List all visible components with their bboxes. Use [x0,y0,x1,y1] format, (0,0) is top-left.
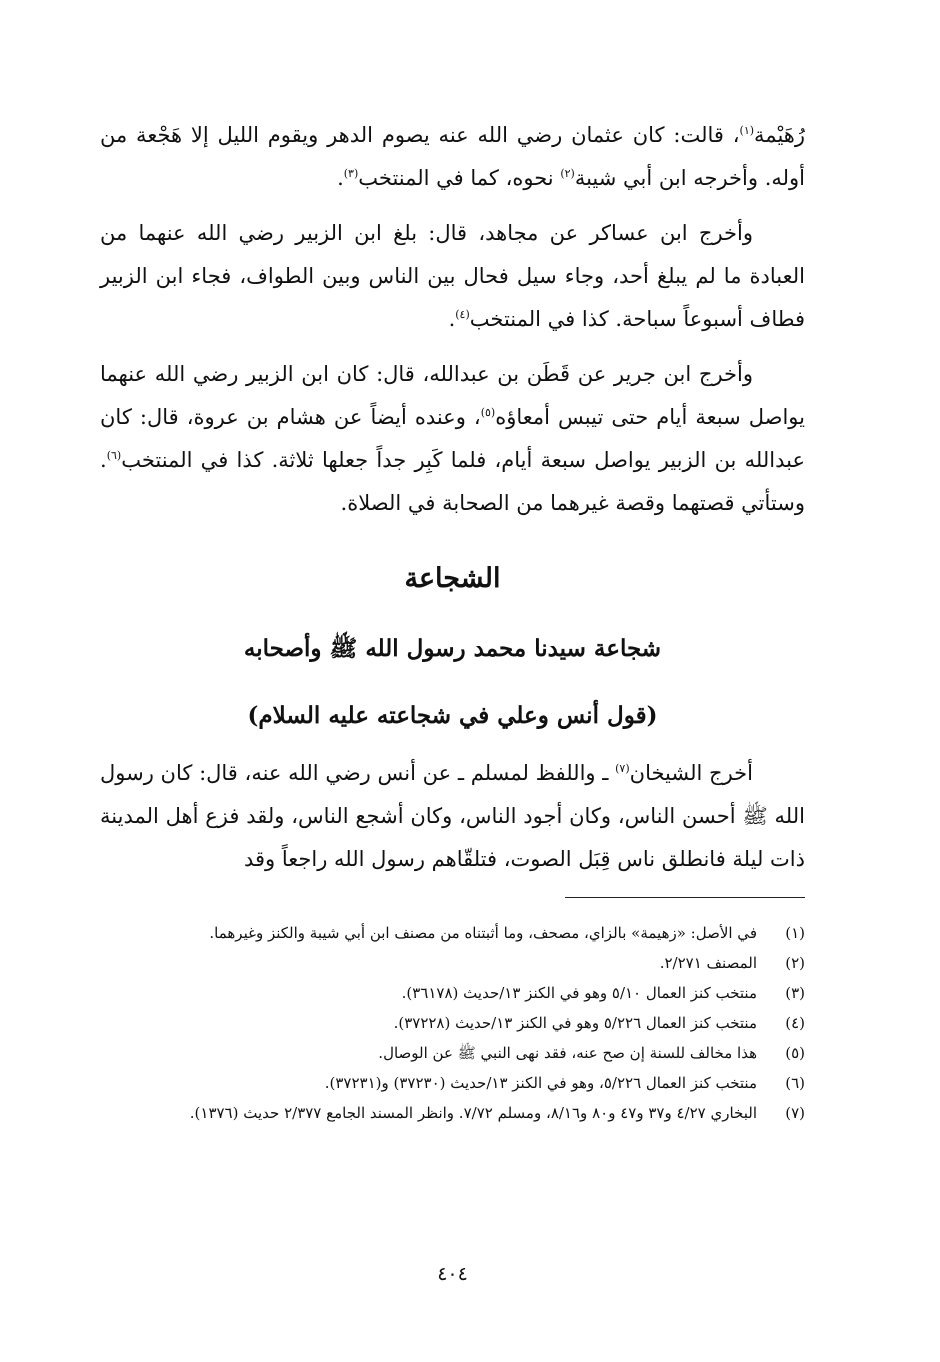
footnote-5 [100,1038,805,1068]
footnote-text: منتخب كنز العمال ٥/٢٢٦، وهو في الكنز ١٣/حديث (٣٧٢٣٠) و(٣٧٢٣١). [324,1074,757,1092]
paragraph-2-text-a: وأخرج ابن عساكر عن مجاهد، قال: بلغ ابن الزبير رضي الله عنهما من العبادة ما لم يبلغ أحد، وجاء سيل فحال بين الناس وبين الطواف، فجاء ابن الزبير فطاف أسبوعاً سباحة. كذا في المنتخب [100,221,805,331]
paragraph-3-text-b: ، وعنده أيضاً عن هشام بن عروة، قال: كان عبدالله بن الزبير يواصل سبعة أيام، فلما كَبِر جداً جعلها ثلاثة. كذا في المنتخب [100,405,805,472]
footnote-text: منتخب كنز العمال ٥/١٠ وهو في الكنز ١٣/حديث (٣٦١٧٨). [401,984,757,1002]
footnote-text: البخاري ٤/٢٧ و٣٧ و٤٧ و٨٠ و٨/١٦، ومسلم ٧/٧٢. وانظر المسند الجامع ٢/٣٧٧ حديث (١٣٧٦). [189,1104,757,1122]
paragraph-3 [100,353,805,525]
footnote-number: (٥) [785,1044,805,1062]
footnote-ref-5[interactable]: (٥) [480,406,496,419]
chapter-title: الشجاعة [404,563,501,594]
footnote-number: (١) [785,924,805,942]
footnote-number: (٧) [785,1104,805,1122]
footnote-text: هذا مخالف للسنة إن صح عنه، فقد نهى النبي ﷺ عن الوصال. [378,1044,757,1062]
paragraph-4-text-b: ـ واللفظ لمسلم ـ عن أنس رضي الله عنه، قال: كان رسول الله ﷺ أحسن الناس، وكان أجود الناس، وكان أشجع الناس، ولقد فزع أهل المدينة ذات ليلة فانطلق ناس قِبَل الصوت، فتلقّاهم رسول الله راجعاً وقد [100,761,805,871]
book-page [100,0,805,1362]
footnote-3 [100,978,805,1008]
footnotes [100,918,805,1128]
footnote-ref-7[interactable]: (٧) [615,762,630,775]
paragraph-3-text-c: . وستأتي قصتهما وقصة غيرهما من الصحابة في الصلاة. [100,448,805,515]
paragraph-1 [100,114,805,200]
footnote-number: (٣) [785,984,805,1002]
footnote-1 [100,918,805,948]
subsection-title: (قول أنس وعلي في شجاعته عليه السلام) [247,702,658,729]
footnote-text: في الأصل: «زهيمة» بالزاي، مصحف، وما أثبتناه من مصنف ابن أبي شيبة والكنز وغيرهما. [209,924,757,942]
paragraph-4-text-a: أخرج الشيخان [629,761,753,785]
footnote-ref-3[interactable]: (٣) [343,167,359,180]
footnote-ref-1[interactable]: (١) [739,124,755,137]
footnote-6 [100,1068,805,1098]
footnote-text: المصنف ٢/٢٧١. [659,954,757,972]
footnote-ref-2[interactable]: (٢) [560,167,575,180]
page-number: ٤٠٤ [437,1263,468,1285]
footnote-divider [565,897,805,898]
paragraph-2 [100,212,805,341]
footnote-7 [100,1098,805,1128]
footnote-text: منتخب كنز العمال ٥/٢٢٦ وهو في الكنز ١٣/حديث (٣٧٢٢٨). [393,1014,757,1032]
paragraph-4 [100,752,805,881]
footnote-number: (٤) [785,1014,805,1032]
section-title: شجاعة سيدنا محمد رسول الله ﷺ وأصحابه [243,635,662,662]
paragraph-2-text-b: . [448,307,456,331]
footnote-ref-6[interactable]: (٦) [106,449,122,462]
footnote-number: (٦) [785,1074,805,1092]
paragraph-1-text-b: ، قالت: كان عثمان رضي الله عنه يصوم الدهر ويقوم الليل إلا هَجْعة من أوله. وأخرجه ابن أبي شيبة [100,123,805,190]
footnote-ref-4[interactable]: (٤) [455,308,470,321]
footnote-4 [100,1008,805,1038]
paragraph-3-text-a: وأخرج ابن جرير عن قَطَن بن عبدالله، قال: كان ابن الزبير رضي الله عنهما يواصل سبعة أيام حتى تيبس أمعاؤه [100,362,805,429]
footnote-number: (٢) [785,954,805,972]
paragraph-1-text-d: . [337,166,344,190]
paragraph-1-text-c: نحوه، كما في المنتخب [358,166,561,190]
footnote-2 [100,948,805,978]
paragraph-1-text-a: رُهَيْمة [754,123,805,147]
